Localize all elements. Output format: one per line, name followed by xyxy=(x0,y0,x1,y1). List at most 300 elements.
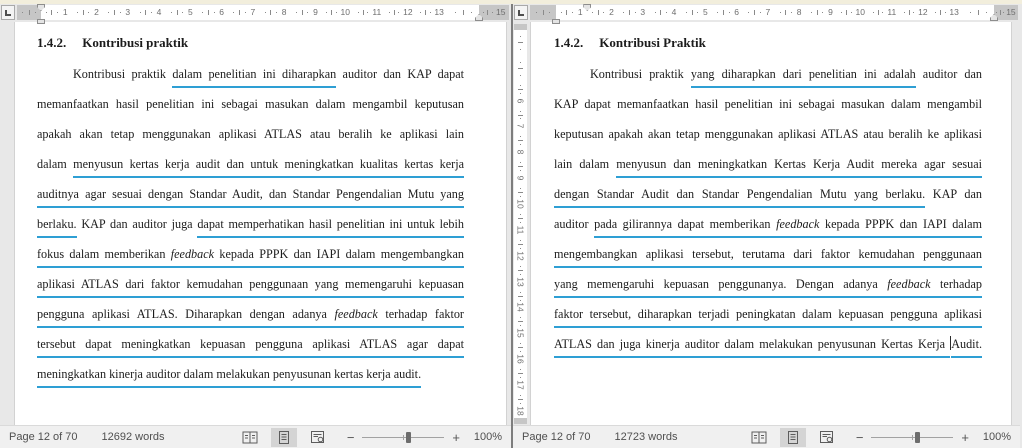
ruler-number: 10 xyxy=(515,199,526,209)
text-line[interactable] xyxy=(554,269,982,299)
ruler-tick xyxy=(520,369,521,370)
inserted-text-segment: dalam penelitian ini diharapkan xyxy=(172,67,336,88)
ruler-cm-segment xyxy=(806,5,837,20)
inserted-text-segment: kepada PPPK dan IAPI dalam xyxy=(819,217,982,238)
ruler-number: 13 xyxy=(434,7,444,17)
ruler-tick xyxy=(785,10,786,15)
ruler-cm-segment xyxy=(744,5,775,20)
ruler-cm-segment xyxy=(514,392,527,418)
zoom-slider[interactable] xyxy=(871,437,953,438)
left-indent-marker[interactable] xyxy=(552,19,560,24)
ruler-tick xyxy=(748,12,749,13)
ruler-tick xyxy=(629,10,630,15)
document-area xyxy=(0,22,511,425)
ruler-tick xyxy=(518,296,523,297)
ruler-tick xyxy=(717,12,718,13)
ruler-cm-segment xyxy=(514,366,527,392)
ruler-tick xyxy=(635,12,636,13)
inserted-text-segment: faktor tersebut, diharapkan terjadi peningkatan dalam kepuasan pengguna aplikasi xyxy=(554,307,982,328)
ruler-tick xyxy=(108,12,109,13)
tab-stop-selector[interactable] xyxy=(1,5,15,20)
ruler-tick xyxy=(909,10,910,15)
ruler-cm-segment xyxy=(197,5,228,20)
ruler-tick xyxy=(171,12,172,13)
ruler-cm-segment xyxy=(72,5,103,20)
text-line[interactable] xyxy=(37,209,464,239)
ruler-tick xyxy=(520,343,521,344)
ruler-tick xyxy=(214,12,215,13)
ruler-tick xyxy=(182,12,183,13)
ruler-margin-right xyxy=(479,5,509,20)
ruler-tick xyxy=(520,85,521,86)
ruler-tick xyxy=(520,196,521,197)
ruler-tick xyxy=(970,12,971,13)
ruler-tick xyxy=(520,240,521,241)
vertical-ruler[interactable] xyxy=(514,24,527,424)
view-switcher xyxy=(746,428,840,447)
ruler-number: 8 xyxy=(515,149,526,155)
ruler-tick xyxy=(455,12,456,13)
ruler-number: 6 xyxy=(219,7,224,17)
text-segment: auditor xyxy=(554,217,595,231)
inserted-text-segment: feedback xyxy=(887,277,930,298)
inserted-text-segment: yang memengaruhi kepuasan penggunanya. Dengan adanya xyxy=(554,277,887,298)
word-window-right xyxy=(511,0,1020,448)
view-switcher xyxy=(237,428,331,447)
ruler-number: 12 xyxy=(515,251,526,261)
text-segment: KAP dapat memanfaatkan hasil penelitian ini sebagai masukan dalam mengambil xyxy=(554,97,982,111)
ruler-tick xyxy=(518,115,523,116)
heading-title: Kontribusi praktik xyxy=(82,35,189,50)
ruler-number: 17 xyxy=(515,380,526,390)
ruler-number: 9 xyxy=(828,7,833,17)
read-mode-button[interactable] xyxy=(237,428,263,447)
print-layout-icon xyxy=(277,430,291,445)
paragraph xyxy=(554,59,982,359)
ruler-cm-segment xyxy=(514,263,527,289)
ruler-tick xyxy=(114,10,115,15)
web-layout-button[interactable] xyxy=(814,428,840,447)
ruler-tick xyxy=(363,10,364,15)
ruler-tick xyxy=(518,218,523,219)
ruler-tick xyxy=(518,192,523,193)
inserted-text-segment: pengguna aplikasi ATLAS. Diharapkan dengan adanya xyxy=(37,307,335,328)
zoom-percentage[interactable]: 100% xyxy=(982,431,1011,443)
zoom-controls xyxy=(347,431,502,444)
zoom-out-button[interactable]: − xyxy=(855,429,864,445)
ruler-tick xyxy=(518,347,523,348)
ruler-cm-segment xyxy=(514,340,527,366)
ruler-tick xyxy=(945,12,946,13)
ruler-number: 16 xyxy=(515,354,526,364)
ruler-number: 12 xyxy=(403,7,413,17)
ruler-tick xyxy=(520,75,521,76)
inserted-text-segment: feedback xyxy=(335,307,378,328)
ruler-tick xyxy=(120,12,121,13)
ruler-tick xyxy=(245,12,246,13)
ruler-tick xyxy=(780,12,781,13)
zoom-controls xyxy=(856,431,1011,444)
ruler-tick xyxy=(935,12,936,13)
ruler-tick xyxy=(822,12,823,13)
ruler-end-number: 15 xyxy=(1006,7,1016,17)
document-page[interactable] xyxy=(530,22,1012,425)
ruler-tick xyxy=(520,49,521,50)
ruler-cm-segment xyxy=(448,5,479,20)
ruler-number: 11 xyxy=(887,7,897,17)
ruler-number: 3 xyxy=(640,7,646,17)
ruler-tick xyxy=(520,300,521,301)
inserted-text-segment: mengembangkan aplikasi tersebut, terutama dari faktor kemudahan penggunaan xyxy=(554,247,982,268)
ruler-cm-segment xyxy=(712,5,743,20)
web-layout-icon xyxy=(819,430,834,444)
page-number-status[interactable]: Page 12 of 70 xyxy=(9,431,78,443)
ruler-tick xyxy=(846,10,847,15)
text-segment: KAP dan auditor juga xyxy=(76,217,198,231)
ruler-tick xyxy=(592,12,593,13)
ruler-tick xyxy=(655,12,656,13)
ruler-number: 11 xyxy=(515,225,526,235)
zoom-slider-notch xyxy=(403,435,404,440)
ruler-number: 4 xyxy=(671,7,677,17)
ruler-tick xyxy=(518,166,523,167)
ruler-tick xyxy=(46,12,47,13)
ruler-number: 8 xyxy=(796,7,802,17)
ruler-tick xyxy=(723,10,724,15)
print-layout-button[interactable] xyxy=(780,428,806,447)
ruler-tick xyxy=(57,12,58,13)
read-mode-icon xyxy=(751,431,767,444)
page-content xyxy=(531,22,1011,359)
inserted-text-segment: menyusun dan meningkatkan Kertas Kerja Audit mereka agar sesuai xyxy=(616,157,982,178)
ruler-number: 18 xyxy=(515,406,526,416)
ruler-tick xyxy=(51,10,52,15)
ruler-tick xyxy=(302,10,303,15)
ruler-cm-segment xyxy=(104,5,135,20)
ruler-number: 15 xyxy=(515,328,526,339)
ruler-cm-segment xyxy=(514,56,527,82)
ruler-cm-segment xyxy=(416,5,447,20)
ruler-tick xyxy=(841,12,842,13)
inserted-text-segment: dapat memperhatikan hasil penelitian ini untuk lebih xyxy=(197,217,464,238)
inserted-text-segment: yang diharapkan dari penelitian ini adalah xyxy=(691,67,916,88)
text-segment: memanfaatkan hasil penelitian ini sebagai masukan dalam mengambil keputusan xyxy=(37,97,464,111)
ruler-tick xyxy=(873,12,874,13)
ruler-tick xyxy=(561,12,562,13)
ruler-tick xyxy=(518,42,523,43)
section-heading[interactable] xyxy=(37,27,464,51)
inserted-text-segment: terhadap faktor xyxy=(378,307,464,328)
ruler-tick xyxy=(520,274,521,275)
ruler-cm-segment xyxy=(514,185,527,211)
print-layout-icon xyxy=(786,430,800,445)
text-segment: apakah akan tetap menggunakan aplikasi ATLAS atau beralih ke aplikasi lain xyxy=(37,127,464,141)
zoom-out-button[interactable]: − xyxy=(346,429,355,445)
inserted-text-segment: ATLAS dan juga kinerja auditor dalam melakukan penyusunan Kertas Kerja xyxy=(554,337,950,358)
ruler-cm-segment xyxy=(514,30,527,56)
ruler-text-area xyxy=(556,5,994,20)
word-count-status[interactable]: 12723 words xyxy=(614,431,678,443)
ruler-number: 3 xyxy=(125,7,131,17)
ruler-tick xyxy=(697,12,698,13)
ruler-number: 8 xyxy=(281,7,287,17)
ruler-tick xyxy=(940,10,941,15)
ruler-tick xyxy=(520,136,521,137)
ruler-number: 14 xyxy=(515,302,526,313)
text-line[interactable] xyxy=(37,299,464,329)
zoom-in-button[interactable]: + xyxy=(961,429,969,445)
text-line[interactable] xyxy=(37,149,464,179)
zoom-slider-thumb[interactable] xyxy=(406,432,411,443)
ruler-cm-segment xyxy=(650,5,681,20)
ruler-number: 5 xyxy=(702,7,708,17)
ruler-number: 2 xyxy=(609,7,614,17)
ruler-tick xyxy=(336,12,337,13)
ruler-cm-segment xyxy=(135,5,166,20)
ruler-number: 12 xyxy=(918,7,928,17)
ruler-tick xyxy=(520,162,521,163)
ruler-tick xyxy=(520,325,521,326)
ruler-tick xyxy=(177,10,178,15)
text-line[interactable] xyxy=(554,299,982,329)
heading-title: Kontribusi Praktik xyxy=(599,35,706,50)
ruler-tick xyxy=(520,395,521,396)
ruler-tick xyxy=(394,10,395,15)
ruler-number: 4 xyxy=(156,7,162,17)
ruler-tick xyxy=(520,266,521,267)
paragraph xyxy=(37,59,464,389)
ruler-tick xyxy=(760,12,761,13)
ruler-tick xyxy=(520,248,521,249)
read-mode-icon xyxy=(242,431,258,444)
ruler-number: 1 xyxy=(577,7,583,17)
text-line[interactable] xyxy=(554,239,982,269)
inserted-text-segment: pada gilirannya dapat memberikan xyxy=(594,217,776,238)
ruler-tick xyxy=(326,12,327,13)
text-line[interactable] xyxy=(554,119,982,149)
text-segment: auditor dan xyxy=(915,67,982,81)
text-segment: keputusan apakah akan tetap menggunakan aplikasi ATLAS atau beralih ke aplikasi xyxy=(554,127,982,141)
ruler-number: 1 xyxy=(62,7,68,17)
horizontal-ruler[interactable] xyxy=(530,5,1018,20)
inserted-text-segment: tersebut dapat meningkatkan kepuasan pengguna aplikasi ATLAS agar dapat xyxy=(37,337,464,358)
ruler-tick xyxy=(233,12,234,13)
text-segment: Kontribusi praktik xyxy=(590,67,691,81)
ruler-number: 9 xyxy=(515,175,526,181)
ruler-tick xyxy=(520,317,521,318)
ruler-tick xyxy=(307,12,308,13)
vertical-ruler-margin xyxy=(514,418,527,424)
ruler-tick xyxy=(518,244,523,245)
inserted-text-segment: feedback xyxy=(776,217,819,238)
ruler-cm-segment xyxy=(514,237,527,263)
ruler-cm-segment xyxy=(681,5,712,20)
ruler-tick xyxy=(882,12,883,13)
ruler-tick xyxy=(791,12,792,13)
ruler-tick xyxy=(151,12,152,13)
ruler-tick xyxy=(520,292,521,293)
document-page[interactable] xyxy=(14,22,507,425)
text-line[interactable] xyxy=(37,269,464,299)
status-bar xyxy=(0,425,511,448)
ruler-cm-segment xyxy=(619,5,650,20)
ruler-tick xyxy=(566,10,567,15)
web-layout-icon xyxy=(310,430,325,444)
text-segment: dalam xyxy=(37,157,74,171)
section-heading[interactable] xyxy=(554,27,982,51)
ruler-cm-segment xyxy=(900,5,931,20)
inserted-text-segment: menyusun kertas kerja audit dan untuk meningkatkan kualitas kertas kerja xyxy=(73,157,464,178)
ruler-number: 2 xyxy=(94,7,99,17)
ruler-cm-segment xyxy=(166,5,197,20)
left-tab-icon xyxy=(518,10,524,16)
ruler-tick xyxy=(986,12,987,13)
ruler-tick xyxy=(471,12,472,13)
ruler-tick xyxy=(660,10,661,15)
ruler-tick xyxy=(623,12,624,13)
ruler-text-area xyxy=(41,5,479,20)
document-area xyxy=(513,22,1020,425)
ruler-cm-segment xyxy=(931,5,962,20)
ruler-tick xyxy=(202,12,203,13)
ruler-tick xyxy=(520,188,521,189)
ruler-tick xyxy=(520,351,521,352)
text-line[interactable] xyxy=(554,59,982,89)
ruler-tick xyxy=(430,12,431,13)
ruler-tick xyxy=(729,12,730,13)
inserted-text-segment: meningkatkan kinerja auditor dalam melakukan penyusunan kertas kerja audit. xyxy=(37,367,421,388)
ruler-cm-segment xyxy=(385,5,416,20)
ruler-tick xyxy=(878,10,879,15)
ruler-tick xyxy=(754,10,755,15)
top-accent-strip xyxy=(0,0,1022,4)
inserted-text-segment: terhadap xyxy=(931,277,982,298)
zoom-percentage[interactable]: 100% xyxy=(473,431,502,443)
ruler-tick xyxy=(603,12,604,13)
horizontal-ruler[interactable] xyxy=(17,5,509,20)
ruler-tick xyxy=(276,12,277,13)
ruler-tick xyxy=(83,10,84,15)
ruler-cm-segment xyxy=(514,133,527,159)
text-line[interactable] xyxy=(554,89,982,119)
ruler-tick xyxy=(518,321,523,322)
ruler-tick xyxy=(463,10,464,15)
ruler-tick xyxy=(520,222,521,223)
ruler-cm-segment xyxy=(514,82,527,108)
ruler-tick xyxy=(518,373,523,374)
ruler-cm-segment xyxy=(514,211,527,237)
ruler-tick xyxy=(978,10,979,15)
zoom-slider[interactable] xyxy=(362,437,444,438)
text-line[interactable] xyxy=(37,59,464,89)
ruler-tick xyxy=(239,10,240,15)
ruler-number: 10 xyxy=(855,7,865,17)
text-line[interactable] xyxy=(37,239,464,269)
text-line[interactable] xyxy=(37,119,464,149)
page-number-status[interactable]: Page 12 of 70 xyxy=(522,431,591,443)
print-layout-button[interactable] xyxy=(271,428,297,447)
read-mode-button[interactable] xyxy=(746,428,772,447)
ruler-number: 5 xyxy=(187,7,193,17)
ruler-number: 13 xyxy=(515,276,526,287)
text-segment: KAP dan xyxy=(925,187,982,201)
left-indent-marker[interactable] xyxy=(37,19,45,24)
ruler-tick xyxy=(686,12,687,13)
ruler-margin-left xyxy=(530,5,556,20)
ruler-cm-segment xyxy=(514,314,527,340)
text-line[interactable] xyxy=(37,179,464,209)
ruler-cm-segment xyxy=(963,5,994,20)
text-segment: auditor dan KAP dapat xyxy=(336,67,464,81)
inserted-text-segment: fokus dalam memberikan xyxy=(37,247,171,268)
text-line[interactable] xyxy=(554,329,982,359)
text-line[interactable] xyxy=(554,209,982,239)
left-tab-icon xyxy=(5,10,11,16)
ruler-tick xyxy=(520,118,521,119)
ruler-number: 6 xyxy=(515,98,526,103)
heading-number: 1.4.2. xyxy=(554,35,584,50)
ruler-tick xyxy=(420,12,421,13)
inserted-text-segment: aplikasi ATLAS dari faktor kemudahan penggunaan yang memengaruhi kepuasan xyxy=(37,277,464,298)
ruler-tick xyxy=(296,12,297,13)
text-line[interactable] xyxy=(554,179,982,209)
ruler-tick xyxy=(398,12,399,13)
ruler-number: 11 xyxy=(372,7,382,17)
ruler-tick xyxy=(520,36,521,37)
text-line[interactable] xyxy=(37,329,464,359)
zoom-in-button[interactable]: + xyxy=(452,429,460,445)
web-layout-button[interactable] xyxy=(305,428,331,447)
status-bar xyxy=(513,425,1020,448)
ruler-end-number: 15 xyxy=(496,7,506,17)
ruler-tick xyxy=(598,10,599,15)
text-line[interactable] xyxy=(37,89,464,119)
ruler-cm-segment xyxy=(775,5,806,20)
tab-stop-selector[interactable] xyxy=(514,5,528,20)
ruler-tick xyxy=(851,12,852,13)
inserted-text-segment: berlaku. xyxy=(37,217,77,238)
ruler-tick xyxy=(518,140,523,141)
ruler-tick xyxy=(88,12,89,13)
ruler-cm-segment xyxy=(323,5,354,20)
ruler-tick xyxy=(518,399,523,400)
ruler-cm-segment xyxy=(514,289,527,315)
ruler-tick xyxy=(518,270,523,271)
ruler-cm-segment xyxy=(587,5,618,20)
ruler-tick xyxy=(520,93,521,94)
ruler-number: 7 xyxy=(765,7,771,17)
ruler-tick xyxy=(367,12,368,13)
ruler-tick xyxy=(518,89,523,90)
ruler-tick xyxy=(265,12,266,13)
ruler-cm-segment xyxy=(260,5,291,20)
zoom-slider-thumb[interactable] xyxy=(915,432,920,443)
ruler-cm-segment xyxy=(514,159,527,185)
ruler-number: 7 xyxy=(515,124,526,129)
ruler-number: 7 xyxy=(250,7,256,17)
ruler-cm-segment xyxy=(41,5,72,20)
ruler-cm-segment xyxy=(869,5,900,20)
ruler-tick xyxy=(520,62,521,63)
ruler-cm-segment xyxy=(229,5,260,20)
ruler-tick xyxy=(520,377,521,378)
word-count-status[interactable]: 12692 words xyxy=(101,431,165,443)
ruler-number: 6 xyxy=(734,7,739,17)
ruler-tick xyxy=(270,10,271,15)
ruler-tick xyxy=(145,10,146,15)
text-line[interactable] xyxy=(37,359,464,389)
text-line[interactable] xyxy=(554,149,982,179)
